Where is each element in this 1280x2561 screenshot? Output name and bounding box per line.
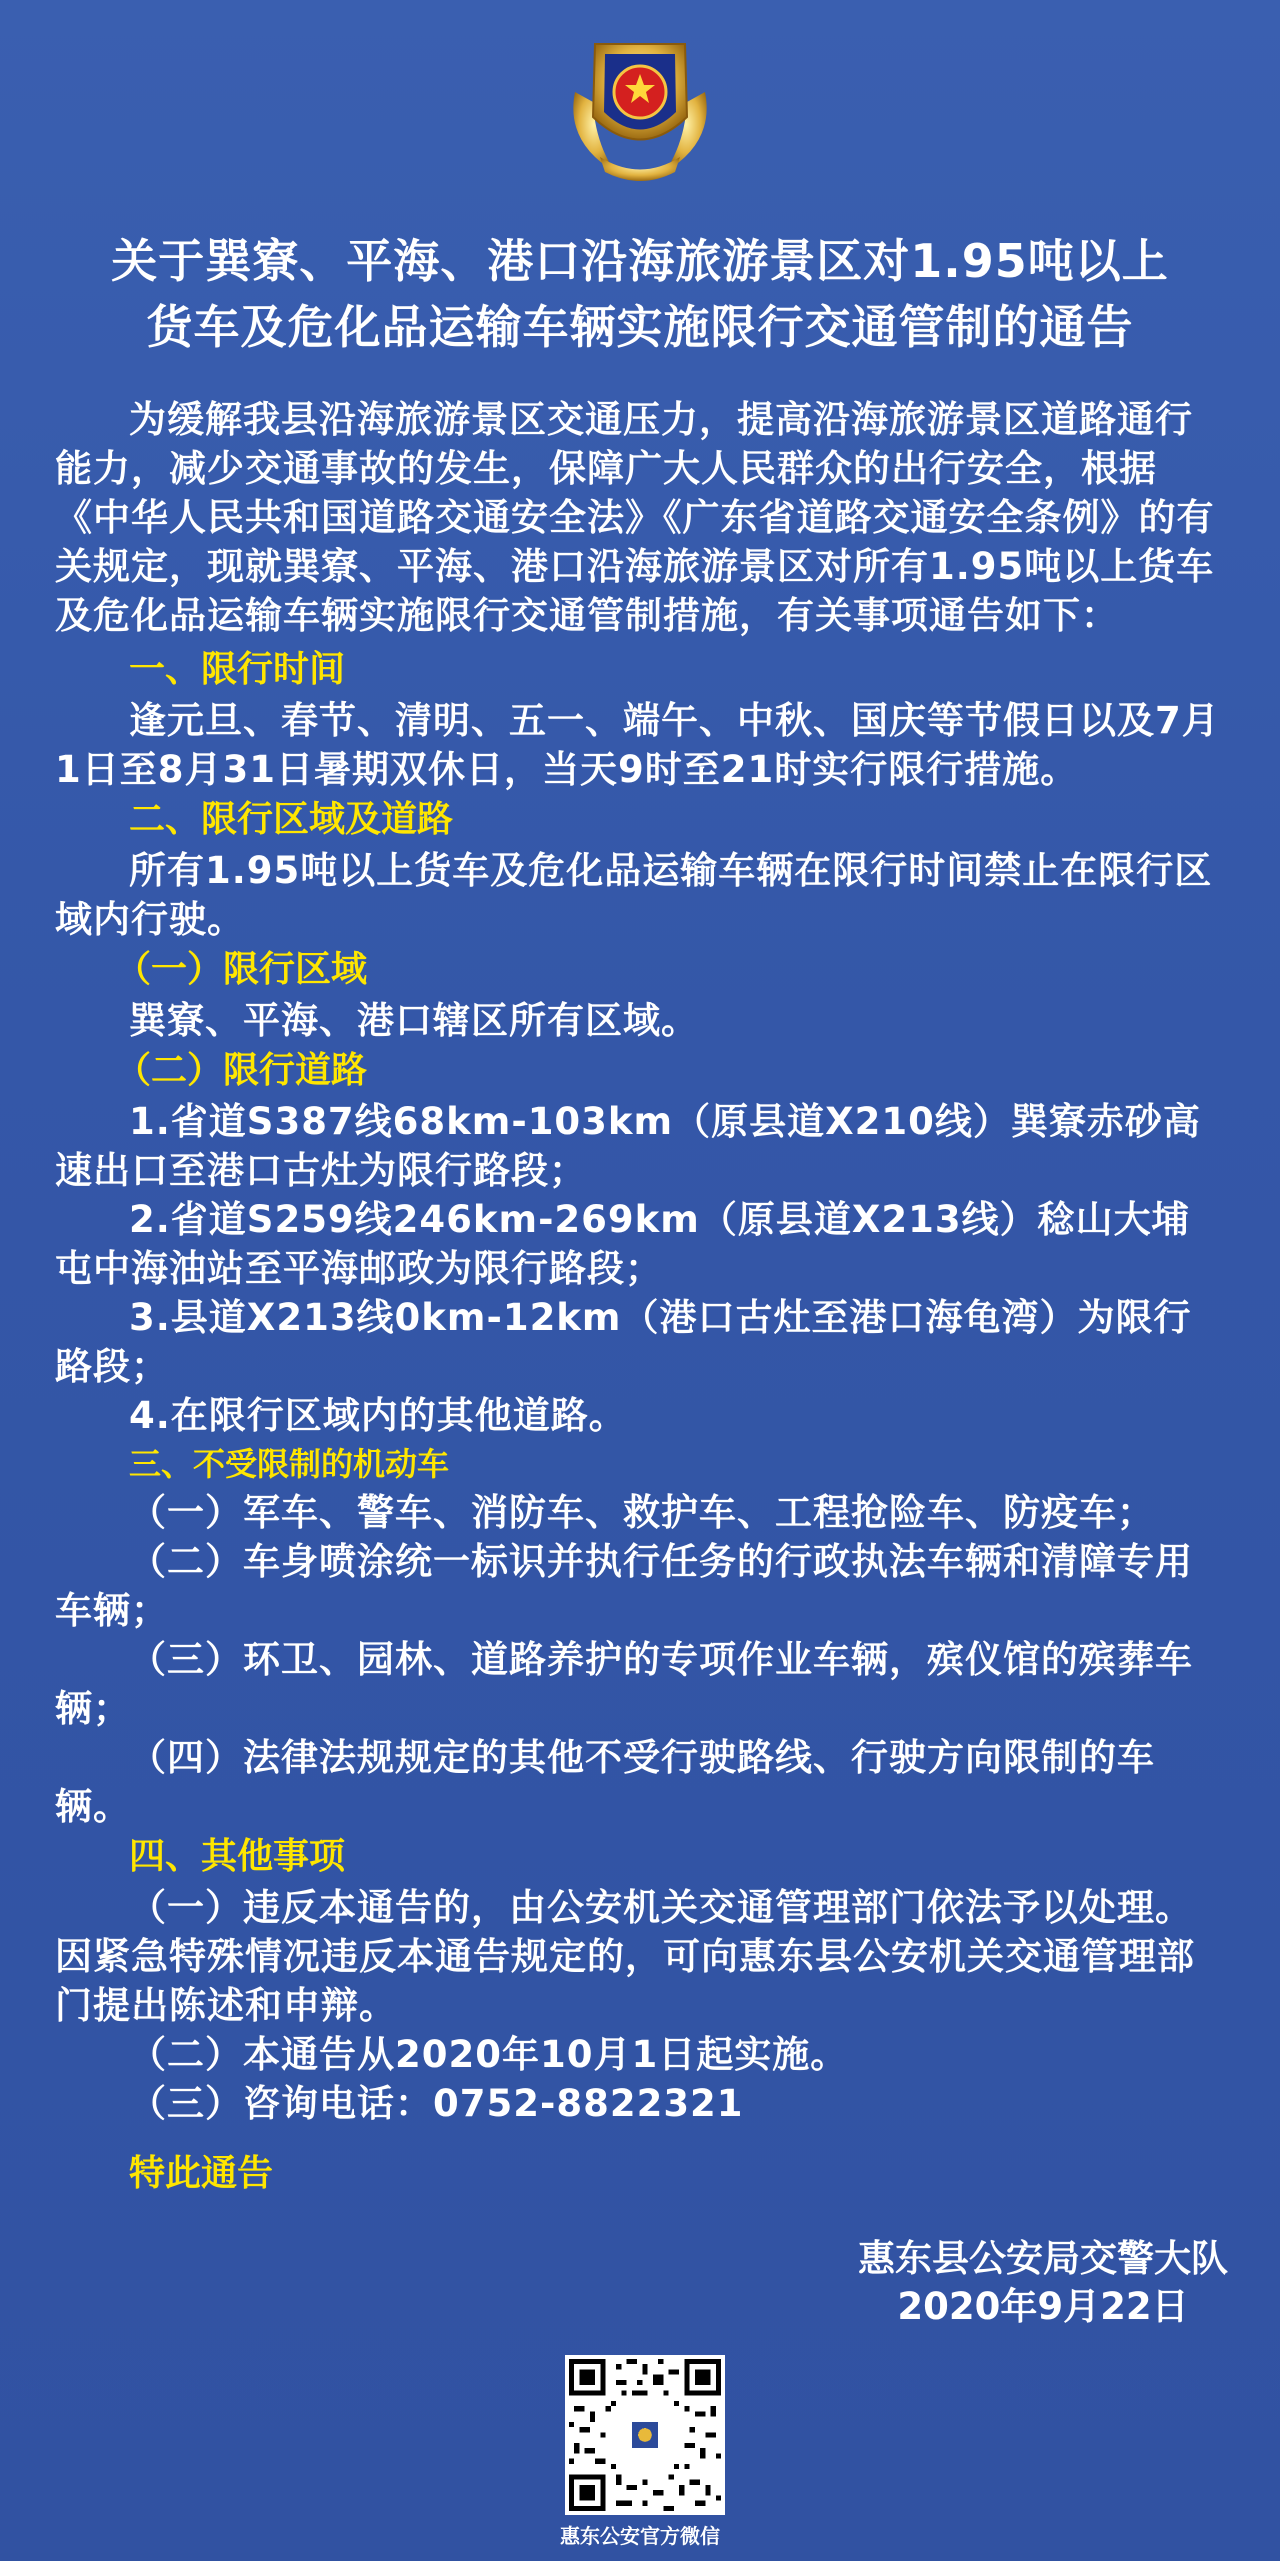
title-line-2: 货车及危化品运输车辆实施限行交通管制的通告 bbox=[146, 300, 1134, 354]
notice-title bbox=[10, 228, 1270, 360]
exempt-item-1: （一）军车、警车、消防车、救护车、工程抢险车、防疫车； bbox=[129, 1491, 1155, 1534]
qr-caption: 惠东公安官方微信 bbox=[560, 2524, 720, 2548]
notice-body bbox=[55, 395, 1225, 2200]
section-3-heading: 三、不受限制的机动车 bbox=[129, 1445, 450, 1483]
section-2-1-text: 巽寮、平海、港口辖区所有区域。 bbox=[129, 999, 699, 1042]
signer-name: 惠东县公安局交警大队 bbox=[858, 2237, 1228, 2280]
exempt-item-3: （三）环卫、园林、道路养护的专项作业车辆，殡仪馆的殡葬车辆； bbox=[55, 1638, 1193, 1730]
exempt-item-4: （四）法律法规规定的其他不受行驶路线、行驶方向限制的车辆。 bbox=[55, 1736, 1155, 1828]
section-1-heading: 一、限行时间 bbox=[129, 649, 346, 690]
closing-text: 特此通告 bbox=[129, 2153, 274, 2194]
signature-block bbox=[858, 2235, 1228, 2331]
section-4-heading: 四、其他事项 bbox=[129, 1836, 346, 1877]
road-item-3: 3.县道X213线0km-12km（港口古灶至港口海龟湾）为限行路段； bbox=[55, 1296, 1192, 1388]
qr-code-icon bbox=[569, 2359, 721, 2511]
other-item-3: （三）咨询电话：0752-8822321 bbox=[129, 2082, 744, 2125]
road-item-1: 1.省道S387线68km-103km（原县道X210线）巽寮赤砂高速出口至港口古灶为限行路段； bbox=[55, 1100, 1201, 1192]
police-emblem-icon bbox=[555, 22, 725, 192]
section-2-1-heading: （一）限行区域 bbox=[115, 949, 368, 990]
section-2-2-heading: （二）限行道路 bbox=[115, 1050, 368, 1091]
road-item-2: 2.省道S259线246km-269km（原县道X213线）稔山大埔屯中海油站至平海邮政为限行路段； bbox=[55, 1198, 1190, 1290]
section-1-text: 逢元旦、春节、清明、五一、端午、中秋、国庆等节假日以及7月1日至8月31日暑期双休日，当天9时至21时实行限行措施。 bbox=[55, 699, 1220, 791]
title-line-1: 关于巽寮、平海、港口沿海旅游景区对1.95吨以上 bbox=[111, 234, 1169, 288]
intro-paragraph: 为缓解我县沿海旅游景区交通压力，提高沿海旅游景区道路通行能力，减少交通事故的发生，保障广大人民群众的出行安全，根据《中华人民共和国道路交通安全法》《广东省道路交通安全条例》的有关规定，现就巽寮、平海、港口沿海旅游景区对所有1.95吨以上货车及危化品运输车辆实施限行交通管制措施，有关事项通告如下： bbox=[55, 398, 1215, 637]
exempt-item-2: （二）车身喷涂统一标识并执行任务的行政执法车辆和清障专用车辆； bbox=[55, 1540, 1193, 1632]
other-item-1: （一）违反本通告的，由公安机关交通管理部门依法予以处理。因紧急特殊情况违反本通告规定的，可向惠东县公安机关交通管理部门提出陈述和申辩。 bbox=[55, 1886, 1195, 2027]
section-2-heading: 二、限行区域及道路 bbox=[129, 799, 454, 840]
wechat-qr-code bbox=[565, 2355, 725, 2515]
notice-date: 2020年9月22日 bbox=[897, 2285, 1189, 2328]
road-item-4: 4.在限行区域内的其他道路。 bbox=[129, 1394, 627, 1437]
section-2-text: 所有1.95吨以上货车及危化品运输车辆在限行时间禁止在限行区域内行驶。 bbox=[55, 849, 1213, 941]
other-item-2: （二）本通告从2020年10月1日起实施。 bbox=[129, 2033, 849, 2076]
